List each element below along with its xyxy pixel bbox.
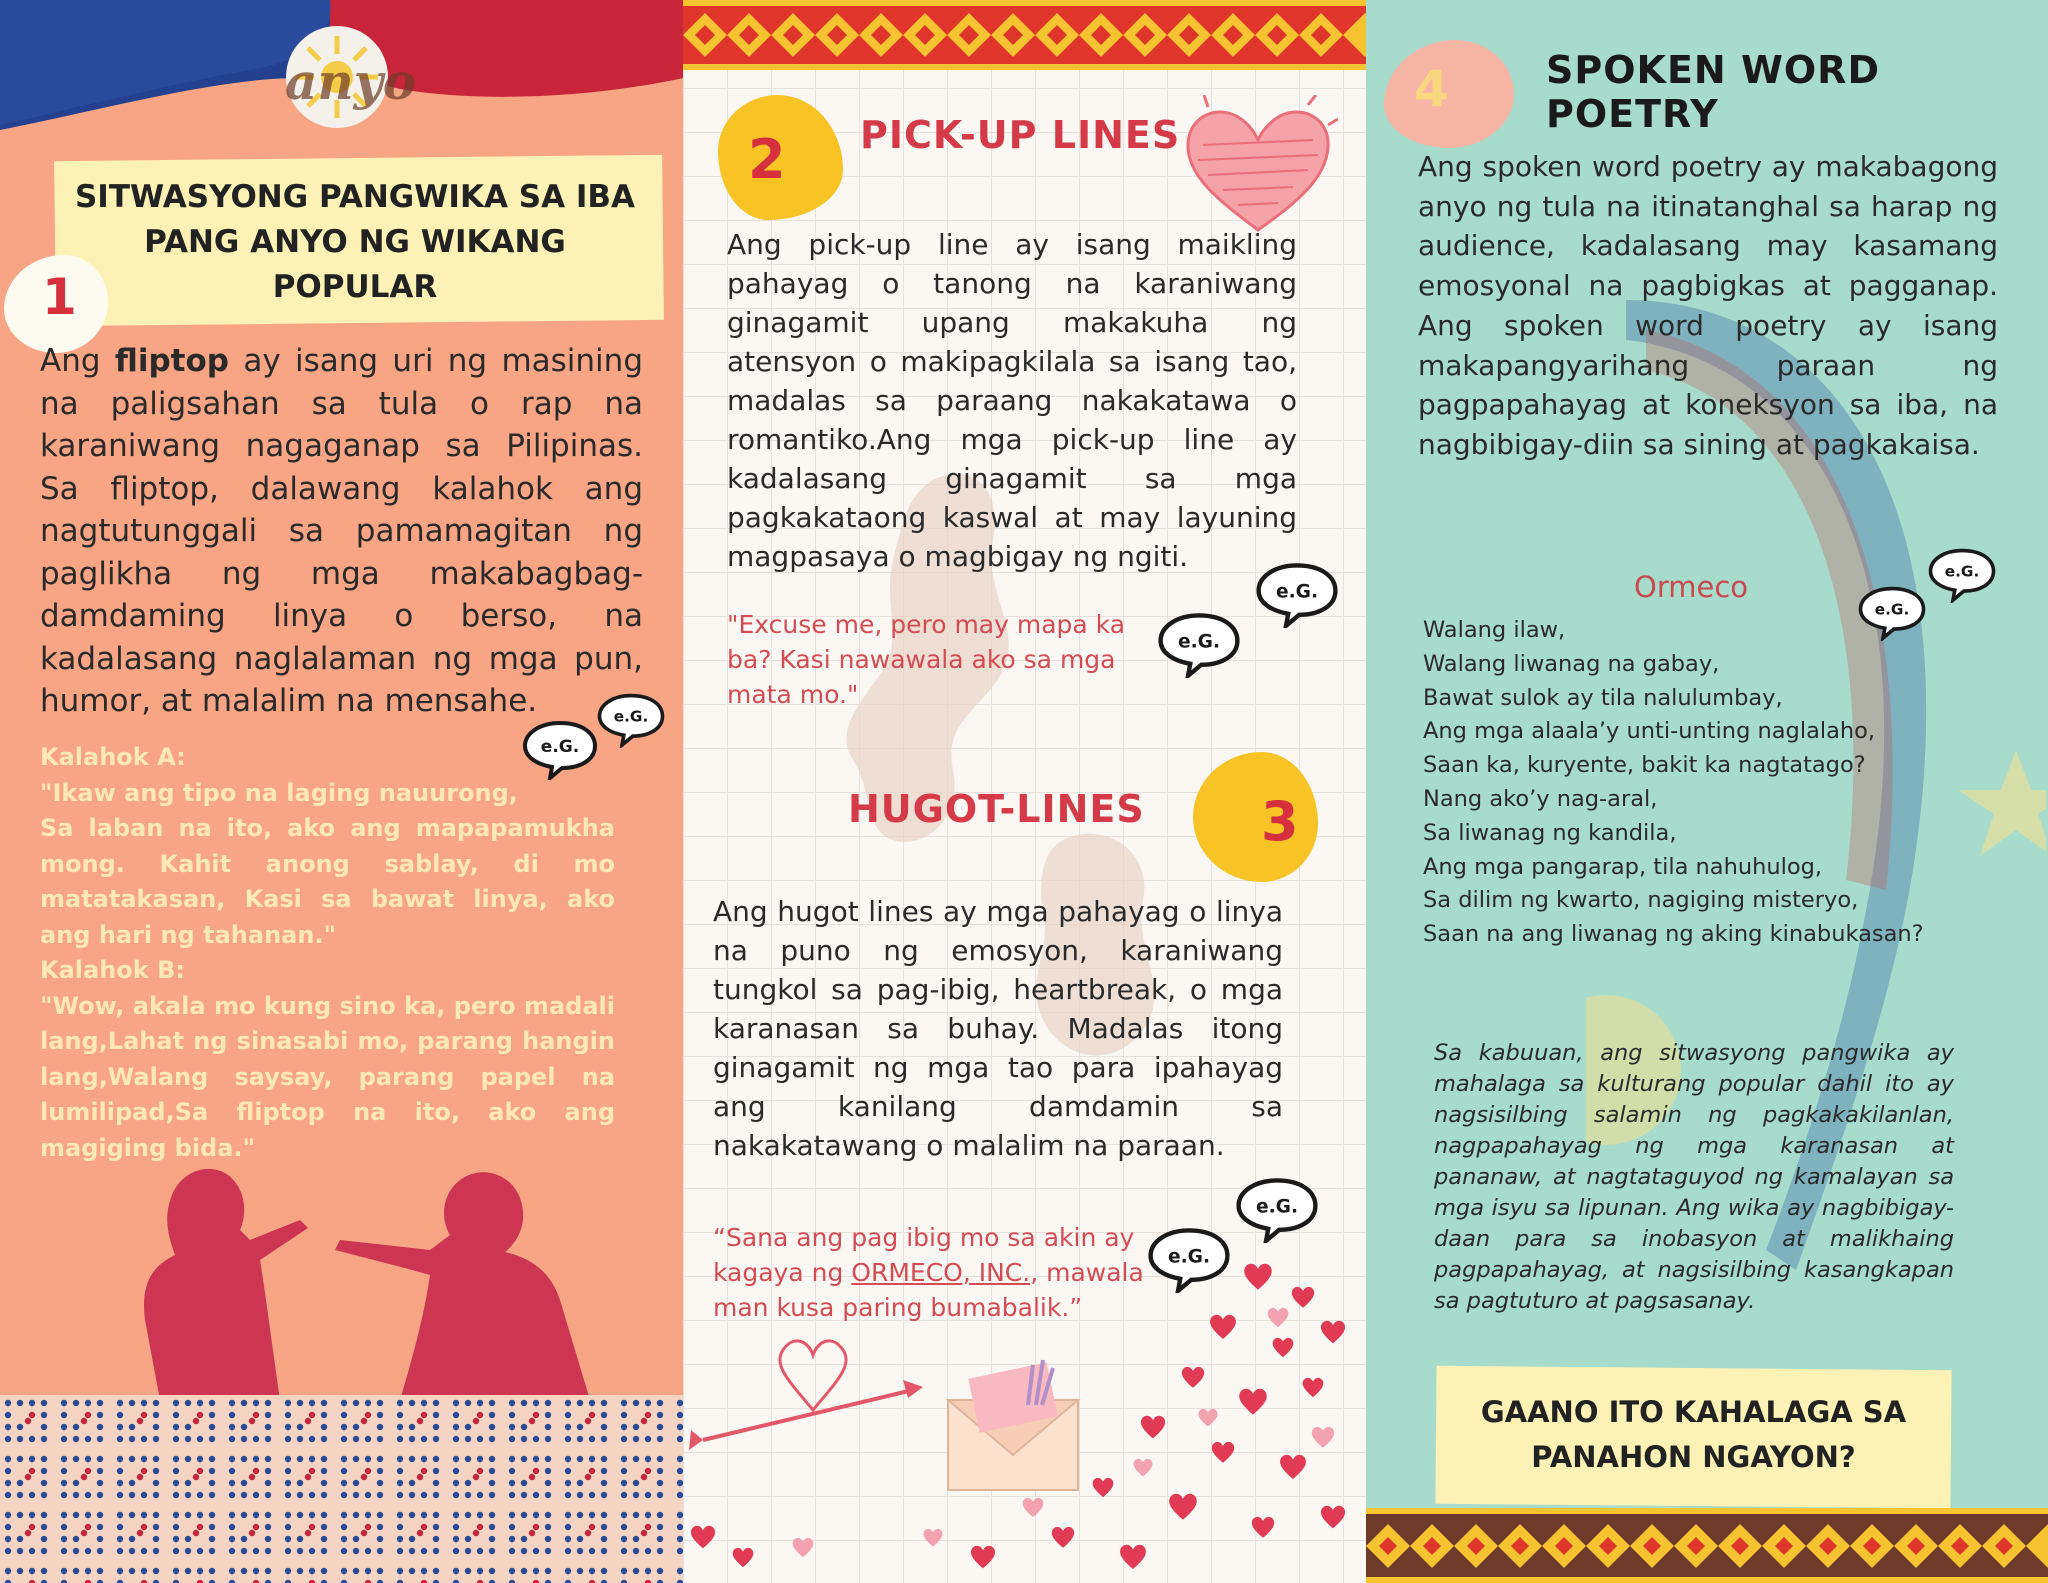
fliptop-text-rest: ay isang uri ng masining na paligsahan sa tula o rap na karaniwang nagaganap sa Pilipinas. Sa fliptop, dalawang kalahok ang nagtutunggali sa pamamagitan ng paglikha ng mga makabagbag-damdaming linya o berso, na kadalasang naglalaman ng mga pun, humor, at malalim na mensahe. (40, 343, 643, 719)
fliptop-keyword: fliptop (114, 343, 229, 379)
speaker-b-label: Kalahok B: (40, 956, 185, 984)
arguing-couple-silhouette (100, 1150, 590, 1400)
eg-speech-bubble-icon (1253, 560, 1341, 632)
conclusion-paragraph: Sa kabuuan, ang sitwasyong pangwika ay mahalaga sa kulturang popular dahil ito ay nagsisilbing salamin ng pagkakakilanlan, nagpapahayag ng mga karanasan at pananaw, at nagtataguyod ng kamalayan sa mga isyu sa lipunan. Ang wika ay nagbibigay-daan para sa inobasyon at malikhaing pagpapahayag, at nagsisilbing kasangkapan sa pagtuturo at pagsasanay. (1434, 1040, 1954, 1314)
poem-line: Bawat sulok ay tila nalulumbay, (1423, 684, 1783, 711)
panel-fliptop (0, 0, 683, 1583)
poem-line: Walang liwanag na gabay, (1423, 650, 1720, 677)
poem-ormeco (1423, 614, 2023, 952)
section-number-1: 1 (42, 268, 77, 326)
speaker-a-verse: Sa laban na ito, ako ang mapapamukha mong. Kahit anong sablay, di mo matatakasan, Kasi sa bawat linya, ako ang hari ng tahanan." (40, 814, 615, 949)
speaker-a-line: "Ikaw ang tipo na laging nauurong, (40, 778, 518, 807)
heart-scribble-icon (1178, 95, 1338, 240)
svg-text:e.G.: e.G. (1177, 631, 1221, 653)
heading-spoken-word-poetry: SPOKEN WORD POETRY (1546, 48, 1880, 136)
falling-hearts-decoration (683, 1240, 1366, 1583)
number-badge-3 (1193, 752, 1318, 882)
eg-speech-bubble-icon (1155, 610, 1243, 682)
poem-line: Saan na ang liwanag ng aking kinabukasan? (1423, 921, 1924, 948)
poem-line: Ang mga alaala’y unti-unting naglalaho, (1423, 718, 1876, 745)
eg-speech-bubble-icon (1233, 1175, 1321, 1247)
fliptop-text-start: Ang (40, 343, 115, 379)
poem-line: Sa dilim ng kwarto, nagiging misteryo, (1423, 887, 1859, 914)
hugot-lines-description: Ang hugot lines ay mga pahayag o linya na puno ng emosyon, karaniwang tungkol sa pag-ibig, heartbreak, o mga karanasan sa buhay. Madalas itong ginagamit ng mga tao para ipahayag ang kanilang damdamin sa nakakatawang o malalim na paraan. (713, 895, 1283, 1162)
number-badge-4 (1384, 40, 1514, 148)
svg-text:e.G.: e.G. (613, 707, 649, 726)
heading-pick-up-lines: PICK-UP LINES (860, 113, 1181, 157)
svg-text:e.G.: e.G. (1874, 600, 1910, 619)
pick-up-line-example: "Excuse me, pero may mapa ka ba? Kasi nawawala ako sa mga mata mo." (727, 610, 1126, 709)
heading-hugot-lines: HUGOT-LINES (848, 787, 1145, 831)
eg-speech-bubble-icon (1926, 545, 1998, 607)
closing-question: GAANO ITO KAHALAGA SA PANAHON NGAYON? (1480, 1395, 1907, 1474)
ormeco-link: ORMECO, INC. (851, 1258, 1031, 1287)
love-letter-icon (948, 1360, 1078, 1490)
poem-line: Sa liwanag ng kandila, (1423, 819, 1677, 846)
woven-border-bottom (1366, 1508, 2048, 1583)
poem-line: Walang ilaw, (1423, 617, 1566, 643)
spoken-word-description: Ang spoken word poetry ay makabagong anyo ng tula na itinatanghal sa harap ng audience, kadalasang may kasamang emosyonal na pagbigkas at pagganap. Ang spoken word poetry ay isang makapangyarihang paraan ng pagpapahayag at koneksyon sa iba, na nagbibigay-diin sa sining at pagkakaisa. (1418, 150, 1998, 461)
logo-text: anyo (285, 52, 417, 111)
fliptop-example (40, 740, 615, 1166)
panel-spoken-word (1366, 0, 2048, 1583)
pick-up-lines-description: Ang pick-up line ay isang maikling pahayag o tanong na karaniwang ginagamit upang makakuha ng atensyon o makipagkilala sa isang tao, madalas sa paraang nakakatawa o romantiko.Ang mga pick-up line ay kadalasang ginagamit sa mga pagkakataong kaswal at may layuning magpasaya o magbigay ng ngiti. (727, 228, 1297, 573)
poem-line: Nang ako’y nag-aral, (1423, 785, 1658, 812)
heart-arrow-icon (689, 1341, 923, 1450)
section-number-3: 3 (1261, 790, 1299, 853)
svg-text:e.G.: e.G. (1167, 1246, 1211, 1268)
woven-border-top (683, 0, 1366, 70)
ethnic-pattern-border (0, 1395, 683, 1583)
section-number-4: 4 (1414, 60, 1449, 118)
speaker-a-label: Kalahok A: (40, 743, 186, 771)
svg-text:e.G.: e.G. (1255, 1196, 1299, 1218)
panel-pickup-hugot (683, 0, 1366, 1583)
poem-line: Ang mga pangarap, tila nahuhulog, (1423, 853, 1823, 880)
section-number-2: 2 (748, 128, 786, 191)
svg-text:e.G.: e.G. (1944, 562, 1980, 581)
poem-title: Ormeco (1634, 570, 1749, 604)
hugot-quote-start: “Sana ang pag ibig mo sa akin ay kagaya ng (713, 1223, 1135, 1287)
svg-text:e.G.: e.G. (540, 737, 580, 757)
page-title: SITWASYONG PANGWIKA SA IBA PANG ANYO NG WIKANG POPULAR (74, 179, 636, 305)
speaker-b-verse: "Wow, akala mo kung sino ka, pero madali lang,Lahat ng sinasabi mo, parang hangin lang,Walang saysay, parang papel na lumilipad,Sa fliptop na ito, ako ang magiging bida." (40, 991, 615, 1162)
poem-line: Saan ka, kuryente, bakit ka nagtatago? (1423, 752, 1866, 779)
svg-text:e.G.: e.G. (1275, 581, 1319, 603)
hugot-quote-end: , mawala man kusa paring bumabalik.” (713, 1258, 1144, 1322)
fliptop-description (40, 340, 643, 723)
